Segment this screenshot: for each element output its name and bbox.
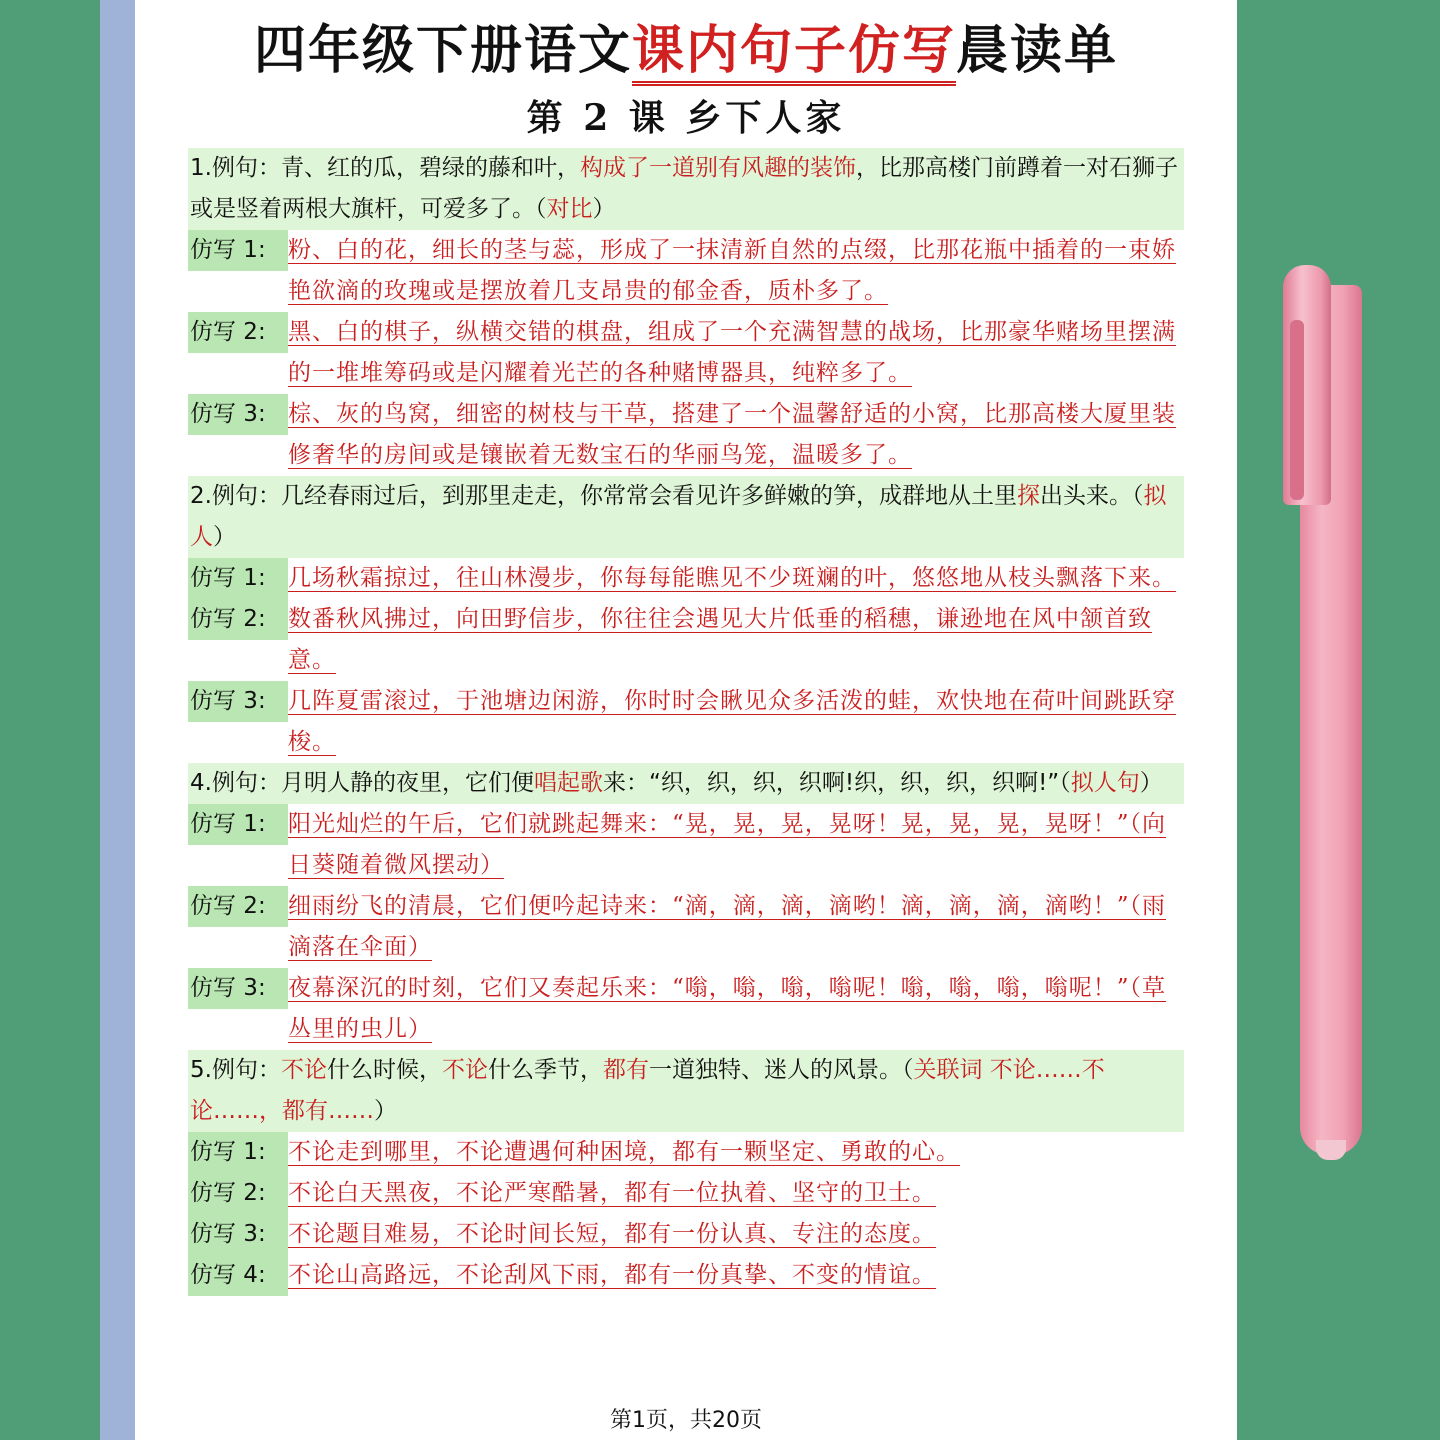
imitation-row xyxy=(188,1255,1184,1296)
imitation-text: 阳光灿烂的午后，它们就跳起舞来：“晃，晃，晃，晃呀！晃，晃，晃，晃呀！”（向日葵随着微风摆动） xyxy=(288,811,1167,878)
example-text: ） xyxy=(1139,770,1163,796)
imitation-text: 夜幕深沉的时刻，它们又奏起乐来：“嗡，嗡，嗡，嗡呢！嗡，嗡，嗡，嗡呢！”（草丛里的虫儿） xyxy=(288,975,1167,1042)
imitation-label: 仿写 3: xyxy=(188,394,288,435)
imitation-text: 不论山高路远，不论刮风下雨，都有一份真挚、不变的情谊。 xyxy=(288,1262,936,1288)
exercise-content xyxy=(188,148,1184,1296)
imitation-label: 仿写 1: xyxy=(188,804,288,845)
imitation-text: 不论白天黑夜，不论严寒酷暑，都有一位执着、坚守的卫士。 xyxy=(288,1180,936,1206)
imitation-text: 棕、灰的鸟窝，细密的树枝与干草，搭建了一个温馨舒适的小窝，比那高楼大厦里装修奢华的房间或是镶嵌着无数宝石的华丽鸟笼，温暖多了。 xyxy=(288,401,1176,468)
example-text: ，比那高楼门前蹲着一对石狮子或是竖着两根大旗杆，可爱多了。（ xyxy=(190,155,1178,222)
example-highlight: 探 xyxy=(1016,483,1040,509)
lesson-subtitle: 第 2 课 乡下人家 xyxy=(526,97,846,139)
imitation-row xyxy=(188,1132,1184,1173)
example-sentence xyxy=(188,476,1184,558)
imitation-row xyxy=(188,558,1184,599)
worksheet-paper xyxy=(135,0,1237,1440)
imitation-label: 仿写 4: xyxy=(188,1255,288,1296)
example-highlight: 拟人 xyxy=(190,483,1167,550)
imitation-text: 几阵夏雷滚过，于池塘边闲游，你时时会瞅见众多活泼的蛙，欢快地在荷叶间跳跃穿梭。 xyxy=(288,688,1176,755)
example-text: 5.例句： xyxy=(190,1057,281,1083)
example-text: 1.例句：青、红的瓜，碧绿的藤和叶， xyxy=(190,155,580,181)
imitation-text: 细雨纷飞的清晨，它们便吟起诗来：“滴，滴，滴，滴哟！滴，滴，滴，滴哟！”（雨滴落在伞面） xyxy=(288,893,1167,960)
imitation-text: 不论走到哪里，不论遭遇何种困境，都有一颗坚定、勇敢的心。 xyxy=(288,1139,960,1165)
example-highlight: 拟人句 xyxy=(1070,770,1140,796)
imitation-label: 仿写 2: xyxy=(188,886,288,927)
imitation-label: 仿写 2: xyxy=(188,599,288,640)
imitation-row xyxy=(188,804,1184,886)
example-highlight: 都有 xyxy=(602,1057,649,1083)
imitation-row xyxy=(188,599,1184,681)
imitation-row xyxy=(188,886,1184,968)
imitation-row xyxy=(188,1173,1184,1214)
example-highlight: 关联词 不论……不论……，都有…… xyxy=(190,1057,1105,1124)
example-text: 什么时候， xyxy=(326,1057,442,1083)
example-text: 出头来。（ xyxy=(1039,483,1144,509)
background-blue-strip xyxy=(0,0,135,1440)
example-sentence xyxy=(188,1050,1184,1132)
page-footer: 第1页，共20页 xyxy=(610,1408,762,1433)
imitation-text: 粉、白的花，细长的茎与蕊，形成了一抹清新自然的点缀，比那花瓶中插着的一束娇艳欲滴的玫瑰或是摆放着几支昂贵的郁金香，质朴多了。 xyxy=(288,237,1176,304)
example-highlight: 构成了一道别有风趣的装饰 xyxy=(579,155,856,181)
example-highlight: 不论 xyxy=(441,1057,488,1083)
imitation-text: 数番秋风拂过，向田野信步，你往往会遇见大片低垂的稻穗，谦逊地在风中颔首致意。 xyxy=(288,606,1152,673)
imitation-row xyxy=(188,394,1184,476)
imitation-row xyxy=(188,1214,1184,1255)
imitation-label: 仿写 1: xyxy=(188,230,288,271)
imitation-text: 几场秋霜掠过，往山林漫步，你每每能瞧见不少斑斓的叶，悠悠地从枝头飘落下来。 xyxy=(288,565,1176,591)
imitation-label: 仿写 1: xyxy=(188,558,288,599)
page-title xyxy=(135,8,1237,83)
example-text: 4.例句：月明人静的夜里，它们便 xyxy=(190,770,534,796)
imitation-row xyxy=(188,681,1184,763)
example-sentence xyxy=(188,148,1184,230)
title-part-3: 晨读单 xyxy=(956,21,1119,81)
example-text: 来：“织，织，织，织啊!织，织，织，织啊!”（ xyxy=(602,770,1071,796)
title-part-1: 四年级下册语文 xyxy=(253,21,632,81)
example-text: 2.例句：几经春雨过后，到那里走走，你常常会看见许多鲜嫩的笋，成群地从土里 xyxy=(190,483,1017,509)
example-text: 一道独特、迷人的风景。（ xyxy=(648,1057,914,1083)
example-text: ） xyxy=(213,524,236,550)
title-highlight: 课内句子仿写 xyxy=(632,21,956,86)
imitation-label: 仿写 3: xyxy=(188,968,288,1009)
imitation-text: 不论题目难易，不论时间长短，都有一份认真、专注的态度。 xyxy=(288,1221,936,1247)
imitation-row xyxy=(188,230,1184,312)
pen-clip xyxy=(1290,320,1304,500)
example-sentence xyxy=(188,763,1184,804)
imitation-row xyxy=(188,312,1184,394)
imitation-label: 仿写 3: xyxy=(188,1214,288,1255)
example-highlight: 对比 xyxy=(546,196,593,222)
imitation-label: 仿写 2: xyxy=(188,1173,288,1214)
imitation-label: 仿写 1: xyxy=(188,1132,288,1173)
example-highlight: 不论 xyxy=(280,1057,327,1083)
imitation-row xyxy=(188,968,1184,1050)
example-highlight: 唱起歌 xyxy=(533,770,603,796)
example-text: 什么季节， xyxy=(487,1057,603,1083)
pen-tip xyxy=(1316,1140,1346,1160)
imitation-label: 仿写 3: xyxy=(188,681,288,722)
imitation-label: 仿写 2: xyxy=(188,312,288,353)
example-text: ） xyxy=(374,1098,397,1124)
imitation-text: 黑、白的棋子，纵横交错的棋盘，组成了一个充满智慧的战场，比那豪华赌场里摆满的一堆堆筹码或是闪耀着光芒的各种赌博器具，纯粹多了。 xyxy=(288,319,1176,386)
example-text: ） xyxy=(592,196,616,222)
